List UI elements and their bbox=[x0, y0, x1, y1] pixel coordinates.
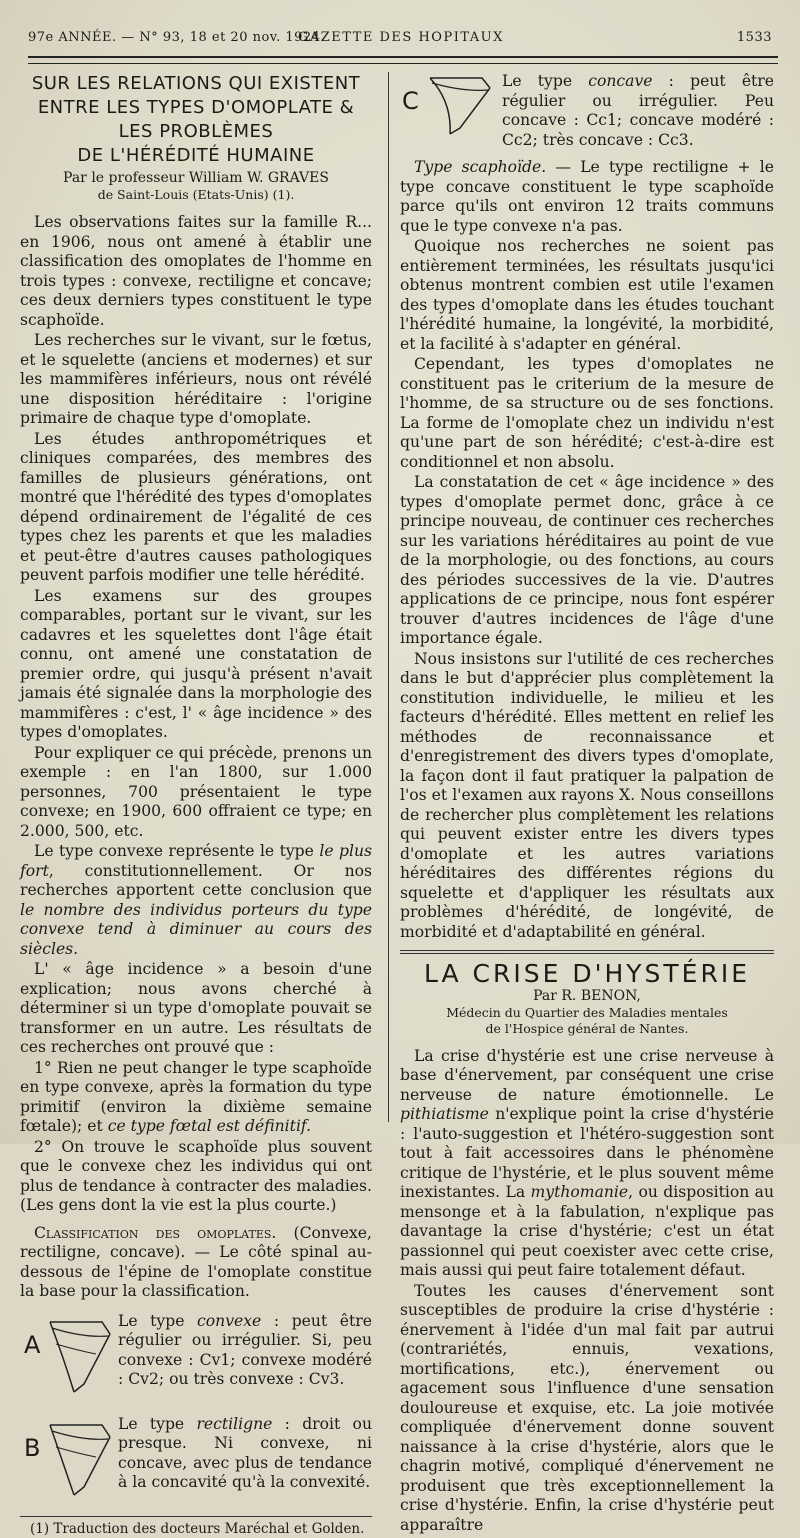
article-title: LA CRISE D'HYSTÉRIE bbox=[423, 959, 751, 988]
article-separator bbox=[400, 953, 774, 954]
paragraph: Cependant, les types d'omoplates ne constituent pas le criterium de la mesure de l'homme, de sa structure ou de ses fonctions. La forme de l'omoplate chez un individu n'est qu'une part de son hérédité; c'est-à-dire est conditionnel et non absolu. bbox=[400, 355, 774, 471]
figure-caption: Le type rectiligne : droit ou presque. Ni convexe, ni concave, avec plus de tendance à la concavité qu'à la convexité. bbox=[118, 1414, 372, 1491]
page-number: 1533 bbox=[736, 30, 772, 45]
title-line: SUR LES RELATIONS QUI EXISTENT bbox=[31, 73, 361, 94]
title-line: ENTRE LES TYPES D'OMOPLATE & LES PROBLÈMES bbox=[37, 97, 355, 142]
paragraph: Les observations faites sur la famille R... en 1906, nous ont amené à établir une classification des omoplates de l'homme en trois types : convexe, rectiligne et concave; ces deux derniers types constituent le type scaphoïde. bbox=[20, 213, 372, 329]
paragraph: 2° On trouve le scaphoïde plus souvent que le convexe chez les individus qui ont plus de tendance à contracter des maladies. (Les gens dont la vie est la plus courte.) bbox=[20, 1137, 372, 1214]
figure-letter: C bbox=[402, 87, 419, 115]
paragraph: Les examens sur des groupes comparables, portant sur le vivant, sur les cadavres et les squelettes dont l'âge était connu, ont amené une constatation de premier ordre, qui jusqu'à présent n'avait jamais été signalée dans la morphologie des mammifères : c'est, l' « âge incidence » des types d'omoplates. bbox=[20, 586, 372, 741]
author-affiliation: Médecin du Quartier des Maladies mentales bbox=[446, 1004, 728, 1020]
paragraph: Classification des omoplates. (Convexe, rectiligne, concave). — Le côté spinal au-dessous de l'épine de l'omoplate constitue la base pour la classification. bbox=[20, 1223, 372, 1300]
paragraph: Toutes les causes d'énervement sont susceptibles de produire la crise d'hystérie : énervement à l'idée d'un mal fait par autrui (contrariétés, ennuis, vexations, mortifications, etc.), énervement ou agacement sous l'influence d'une sensation douloureuse et exquise, etc. La joie motivée compliquée d'énervement donne souvent naissance à la crise d'hystérie, alors que le chagrin motivé, compliqué d'énervement ne produisent que très exceptionnellement la crise d'hystérie. Enfin, la crise d'hystérie peut apparaître bbox=[400, 1281, 774, 1534]
left-column bbox=[20, 72, 372, 1538]
footnote: (1) Traduction des docteurs Maréchal et Golden. bbox=[30, 1520, 365, 1537]
issue-info: 97e ANNÉE. — N° 93, 18 et 20 nov. 1924. bbox=[28, 30, 326, 45]
paragraph: L' « âge incidence » a besoin d'une explication; nous avons cherché à déterminer si un type d'omoplate pouvait se transformer en un autre. Les résultats de ces recherches ont prouvé que : bbox=[20, 960, 372, 1056]
author-affiliation: de l'Hospice général de Nantes. bbox=[485, 1020, 689, 1036]
page-header bbox=[28, 30, 772, 52]
figure-c bbox=[400, 72, 774, 149]
paragraph: La constatation de cet « âge incidence » des types d'omoplate permet donc, grâce à ce principe nouveau, de continuer ces recherches sur les variations héréditaires au point de vue de la morphologie, ou des fonctions, au cours des périodes successives de la vie. D'autres applications de ce principe, nous font espérer trouver d'autres incidences de l'âge d'une importance égale. bbox=[400, 473, 774, 647]
article-title bbox=[20, 72, 372, 168]
figure-caption: Le type convexe : peut être régulier ou irrégulier. Si, peu convexe : Cv1; convexe modéré : Cv2; ou très convexe : Cv3. bbox=[118, 1311, 372, 1388]
figure-b bbox=[20, 1415, 372, 1510]
header-rule bbox=[28, 56, 778, 64]
paragraph: Quoique nos recherches ne soient pas entièrement terminées, les résultats jusqu'ici obtenus montrent combien est utile l'examen des types d'omoplate dans les études touchant l'hérédité humaine, la longévité, la morbidité, et la facilité à s'adapter en général. bbox=[400, 237, 774, 353]
title-line: DE L'HÉRÉDITÉ HUMAINE bbox=[77, 145, 315, 166]
author-affiliation: de Saint-Louis (Etats-Unis) (1). bbox=[97, 187, 295, 202]
footnote-rule bbox=[20, 1516, 372, 1517]
scapula-rectilinear-diagram bbox=[44, 1417, 114, 1502]
figure-a bbox=[20, 1312, 372, 1407]
paragraph: 1° Rien ne peut changer le type scaphoïde en type convexe, après la formation du type primitif (environ la dixième semaine fœtale); et ce type fœtal est définitif. bbox=[20, 1058, 372, 1135]
paragraph: Nous insistons sur l'utilité de ces recherches dans le but d'apprécier plus complètement la constitution individuelle, le milieu et les facteurs d'hérédité. Elles mettent en relief les méthodes de reconnaissance et d'enregistrement des divers types d'omoplate, la façon dont il faut pratiquer la palpation de l'os et l'examen aux rayons X. Nous conseillons de rechercher plus complètement les relations qui peuvent exister entre les divers types d'omoplate et les autres variations héréditaires des différentes régions du squelette et d'appliquer les résultats aux problèmes d'hérédité, de longévité, de morbidité et d'adaptabilité en général. bbox=[400, 649, 774, 941]
journal-name: GAZETTE DES HOPITAUX bbox=[298, 30, 504, 45]
article-author: Par R. BENON, bbox=[533, 987, 641, 1004]
figure-caption: Le type concave : peut être régulier ou irrégulier. Peu concave : Cc1; concave modéré : Cc2; très concave : Cc3. bbox=[502, 72, 774, 149]
paragraph: Les études anthropométriques et cliniques comparées, des membres des familles de plusieurs générations, ont montré que l'hérédité des types d'omoplates dépend ordinairement de l'égalité de ces types chez les parents et que les maladies et peut-être d'autres causes pathologiques peuvent parfois modifier une telle hérédité. bbox=[20, 429, 372, 584]
scapula-convex-diagram bbox=[44, 1314, 114, 1399]
article-author: Par le professeur William W. GRAVES bbox=[63, 170, 329, 186]
paragraph: La crise d'hystérie est une crise nerveuse à base d'énervement, par conséquent une crise nerveuse de nature émotionnelle. Le pithiatisme n'explique point la crise d'hystérie : l'auto-suggestion et l'hétéro-suggestion sont tout à fait accessoires dans le phénomène critique de l'hystérie, et le plus souvent même inexistantes. La mythomanie, ou disposition au mensonge et à la fabulation, n'explique pas davantage la crise d'hystérie; c'est un état passionnel qui peut coexister avec cette crise, mais aussi qui peut faire totalement défaut. bbox=[400, 1046, 774, 1279]
figure-letter: B bbox=[24, 1433, 41, 1462]
right-column bbox=[400, 72, 774, 1536]
article-separator bbox=[400, 950, 774, 951]
scapula-concave-diagram bbox=[424, 72, 496, 140]
figure-letter: A bbox=[24, 1330, 41, 1359]
paragraph: Pour expliquer ce qui précède, prenons un exemple : en l'an 1800, sur 1.000 personnes, 700 présentaient le type convexe; en 1900, 600 offraient ce type; en 2.000, 500, etc. bbox=[20, 743, 372, 840]
paragraph: Les recherches sur le vivant, sur le fœtus, et le squelette (anciens et modernes) et sur les mammifères inférieurs, nous ont révélé une disposition héréditaire : l'origine primaire de chaque type d'omoplate. bbox=[20, 331, 372, 427]
paragraph: Le type convexe représente le type le plus fort, constitutionnellement. Or nos recherches apportent cette conclusion que le nombre des individus porteurs du type convexe tend à diminuer au cours des siècles. bbox=[20, 842, 372, 958]
paragraph: Type scaphoïde. — Le type rectiligne + le type concave constituent le type scaphoïde parce qu'ils ont environ 12 traits communs que le type convexe n'a pas. bbox=[400, 158, 774, 235]
column-divider bbox=[388, 72, 389, 1122]
